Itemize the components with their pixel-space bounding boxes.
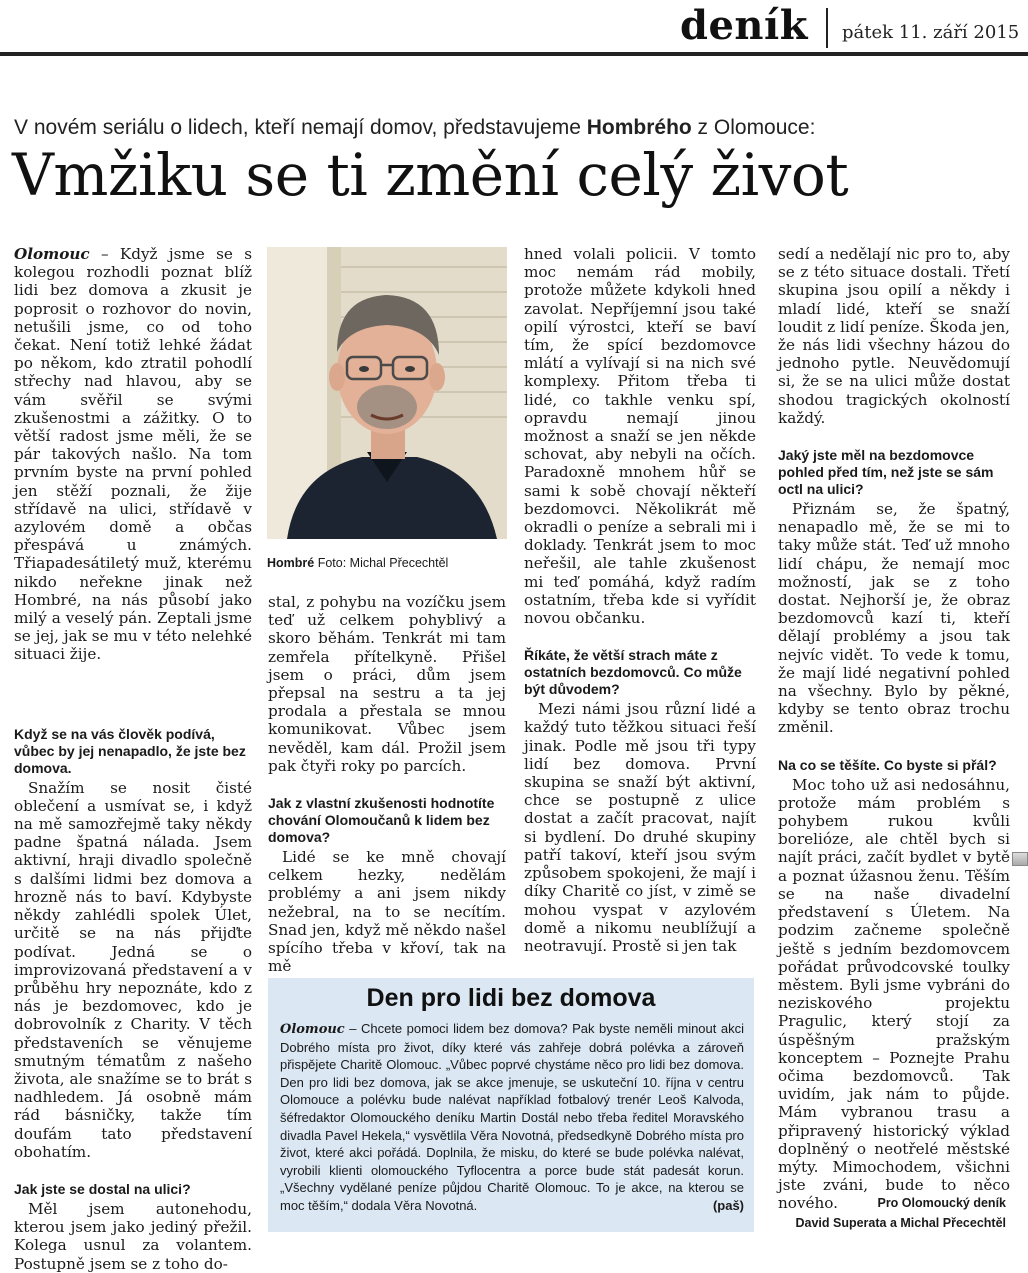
question-1: Když se na vás člověk podívá, vůbec by jej nenapadlo, že jste bez domova. — [14, 725, 246, 776]
answer-2: Měl jsem autonehodu, kterou jsem jako jediný přežil. Kolega usnul za volantem. Postupně jsem se z toho do- — [14, 1199, 252, 1273]
answer-5: Přiznám se, že špatný, nenapadlo mě, že se mi to taky může stát. Teď už mnoho lidí chápu, že nemají moc možností, jak se z toho dostat. Nejhorší je, že obraz bezdomovců kazí ti, kteří dělají problémy a jsou tak nejvíc vidět. To vede k tomu, že mají lidé negativní pohled na všechny. Bylo by pěkné, kdyby se tento obraz trochu změnil. — [778, 500, 1010, 737]
article-column-1 — [14, 245, 252, 1273]
caption-credit: Foto: Michal Přecechtěl — [314, 556, 449, 570]
info-box-body: – Chcete pomoci lidem bez domova? Pak byste neměli minout akci Dobrého místa pro život, díky které vás zahřeje dobrá polévka a zároveň přispějete Charitě Olomouc. „Vůbec poprvé chystáme něco pro lidi bez domova. Den pro lidi bez domova, jak se akce jmenuje, se uskuteční 10. října v centru Olomouce a polévku bude nalévat například fotbalový trenér Leoš Kalvoda, šéfredaktor Olomouckého deníku Martin Dostál nebo třeba ředitel Moravského divadla Pavel Hekela,“ vysvětlila Věra Novotná, předsedkyně Dobrého místa pro život, které akci pořádá. Doplnila, že misku, do které se bude polévka nalévat, vyrobili klienti olomouckého Tyflocentra a porce bude stát padesát korun. „Všechny vydělané peníze půjdou Charitě Olomouc. To je akce, na kterou se moc těším,“ dodala Věra Novotná. — [280, 1021, 744, 1213]
info-box-title: Den pro lidi bez domova — [366, 984, 656, 1012]
question-3: Jak z vlastní zkušenosti hodnotíte chování Olomoučanů k lidem bez domova? — [268, 795, 495, 846]
article-column-4 — [778, 245, 1010, 1213]
intro-paragraph — [14, 245, 252, 664]
scroll-handle[interactable] — [1012, 852, 1028, 866]
portrait-photo — [267, 247, 507, 539]
info-box-sign: (paš) — [712, 1197, 744, 1213]
answer-3-continued: hned volali policii. V tomto moc nemám rád mobily, protože můžete kdykoli hned zavolat. Nepříjemní jsou také opilí výrostci, kteří se baví tím, že spící bezdomovce mlátí a vylívají si na nich své komplexy. Přitom třeba ti lidé, co takhle venku spí, opravdu nemají jinou možnost a snaží se jen někde schovat, aby nebyli na očích. Paradoxně mnohem hůř se sami k sobě chovají někteří bezdomovci. Několikrát mě okradli o peníze a sebrali mi i doklady. Tenkrát jsem to moc neřešil, ale tahle zkušenost mi teď pomáhá, když radím ostatním, třeba kde si vyřídit novou občanku. — [524, 245, 756, 628]
kicker-pre: V novém seriálu o lidech, kteří nemají domov, představujeme — [14, 116, 587, 139]
caption-name: Hombré — [267, 556, 315, 570]
article-column-2 — [268, 593, 506, 975]
portrait-illustration — [267, 247, 507, 539]
dateline-place: Olomouc — [14, 245, 90, 263]
intro-text: – Když jsme se s kolegou rozhodli poznat blíž lidi bez domova a zkusit je poprosit o rozhovor do novin, netušili jsme, co od toho čekat. Není totiž lehké žádat po někom, kdo ztratil pohodlí střechy nad hlavou, aby se vám svěřil se svými zkušenostmi a zážitky. O to větší radost jsme měli, že se pár takových našlo. Na tom prvním byste na první pohled jen stěží poznali, že žije střídavě na ulici, střídavě v azylovém domě a občas přespává u známých. Třiapadesátiletý muž, kterému nikdo neřekne jinak než Hombré, na nás působí jako milý a veselý pán. Zeptali jsme se jej, jak se mu v této nelehké situaci žije. — [14, 245, 252, 664]
answer-4: Mezi námi jsou různí lidé a každý tuto těžkou situaci řeší jinak. Podle mě jsou tři typy lidí bez domova. První skupina se snaží být aktivní, chce se postupně z ulice dostat a začít pracovat, najít si bydlení. Do druhé skupiny patří takoví, kteří jsou svým způsobem spokojeni, že mají i díky Charitě co jíst, v zimě se mohou vyspat v azylovém domě a nikomu neublížují a neotravují. Prostě si jen tak — [524, 700, 756, 955]
question-4: Říkáte, že větší strach máte z ostatních bezdomovců. Co může být důvodem? — [524, 647, 742, 698]
author-signature — [795, 1193, 1006, 1233]
answer-2-continued: stal, z pohybu na vozíčku jsem teď už celkem pohyblivý a skoro běhám. Tenkrát mi tam zemřela přítelkyně. Přišel jsem o práci, dům jsem přepsal na sestru a ta jej prodala a přestala se mnou komunikovat. Vůbec jsem nevěděl, kam dál. Prožil jsem pak čtyři roky po parcích. — [268, 593, 506, 775]
masthead-date: pátek 11. září 2015 — [842, 22, 1020, 43]
info-box-text — [280, 1020, 744, 1215]
kicker-name: Hombrého — [586, 116, 692, 139]
answer-1: Snažím se nosit čisté oblečení a usmívat se, i když na mě samozřejmě taky někdy padne špatná nálada. Jsem aktivní, hraji divadlo společně s dalšími lidmi bez domova a hrozně nás to baví. Kdybyste někdy zahlédli spolek Úlet, určitě se na nás přijďte podívat. Jedná se o improvizovaná představení a v průběhu hry nepoznáte, kdo z nás je bezdomovec, kdo je dobrovolník z Charity. V těch představeních se věnujeme smutným tématům z našeho života, ale snažíme se to brát s nadhledem. Já osobně mám rád básničky, takže tím doufám tato představení obohatím. — [14, 778, 252, 1161]
article-column-3 — [524, 245, 756, 955]
answer-4-continued: sedí a nedělají nic pro to, aby se z této situace dostali. Třetí skupina jsou opilí a někdy i mladí lidé, kteří se snaží loudit z lidí peníze. Škoda jen, že nás lidi všechny házou do jednoho pytle. Neuvědomují si, že se na ulici může dostat shodou tragických okolností každý. — [778, 245, 1010, 427]
masthead-logo: deník — [680, 2, 808, 49]
answer-6: Moc toho už asi nedosáhnu, protože mám problém s pohybem rukou kvůli borelióze, ale chtěl bych si najít práci, začít bydlet v bytě a poznat úžasnou ženu. Těším se na naše divadelní představení s Úletem. Na podzim začneme společně ještě s jedním bezdomovcem pořádat průvodcovské toulky městem. Byli jsme vybráni do neziskového projektu Pragulic, který stojí za úspěšným pražským konceptem – Poznejte Prahu očima bezdomovců. Tak uvidím, jak nám to půjde. Mám vybranou trasu a připravený historický výklad doplněný o neotřelé městské mýty. Mimochodem, všichni jste zváni, bude to něco nového. — [778, 775, 1010, 1213]
kicker-post: z Olomouce: — [691, 116, 816, 139]
info-box-place: Olomouc — [280, 1022, 345, 1037]
question-6: Na co se těšíte. Co byste si přál? — [778, 756, 997, 773]
signature-line-2: David Superata a Michal Přecechtěl — [795, 1216, 1006, 1230]
photo-caption — [267, 556, 448, 570]
answer-3: Lidé se ke mně chovají celkem hezky, nedělám problémy a ani jsem nikdy nežebral, na to se necítím. Snad jen, když mě někdo našel spícího třeba v křoví, tak na mě — [268, 848, 506, 976]
signature-line-1: Pro Olomoucký deník — [877, 1196, 1006, 1210]
kicker — [14, 116, 815, 140]
headline: Vmžiku se ti změní celý život — [12, 141, 849, 209]
top-rule — [0, 52, 1028, 56]
question-5: Jaký jste měl na bezdomovce pohled před tím, než jste se sám octl na ulici? — [778, 447, 994, 498]
question-2: Jak jste se dostal na ulici? — [14, 1180, 191, 1197]
masthead-divider — [826, 8, 828, 48]
